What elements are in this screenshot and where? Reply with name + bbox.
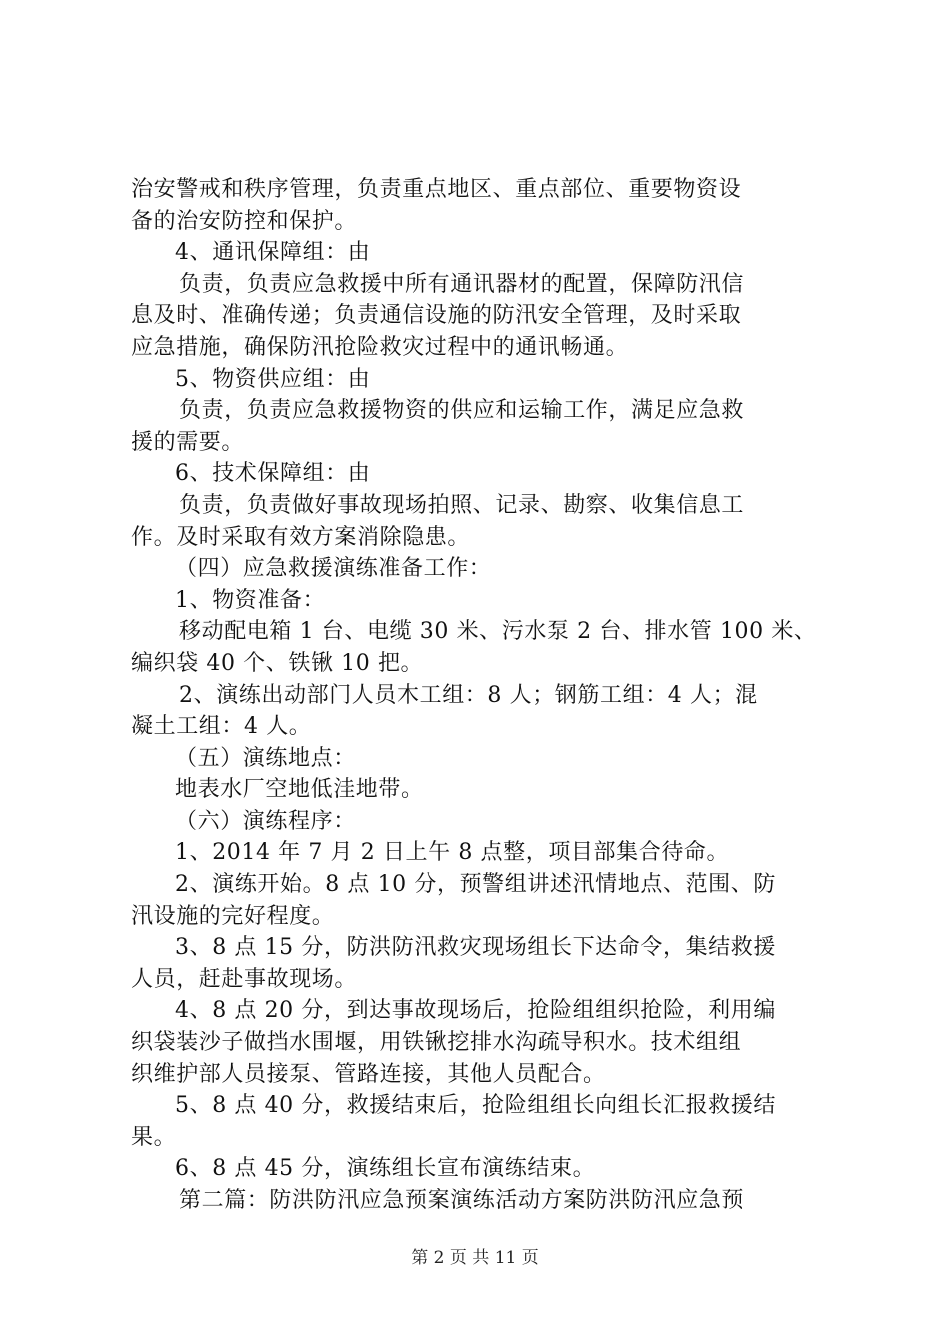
paragraph-line: （四）应急救援演练准备工作： [175,556,492,582]
paragraph-line: 果。 [131,1124,177,1150]
paragraph-line: 援的需要。 [131,429,245,455]
paragraph-line: 备的治安防控和保护。 [131,208,358,234]
paragraph-line: 编织袋 40 个、铁锹 10 把。 [131,650,424,676]
paragraph-line: （六）演练程序： [175,808,356,834]
paragraph-line: 织袋装沙子做挡水围堰，用铁锹挖排水沟疏导积水。技术组组 [131,1030,742,1056]
paragraph-line: 第二篇：防洪防汛应急预案演练活动方案防洪防汛应急预 [179,1188,745,1213]
paragraph-line: 6、技术保障组：由 [175,461,371,487]
paragraph-line: 1、2014 年 7 月 2 日上午 8 点整，项目部集合待命。 [175,840,730,866]
paragraph-line: 2、演练出动部门人员木工组：8 人；钢筋工组：4 人；混 [179,682,758,708]
paragraph-line: 汛设施的完好程度。 [131,903,335,929]
paragraph-line: 2、演练开始。8 点 10 分，预警组讲述汛情地点、范围、防 [175,872,776,898]
paragraph-line: 息及时、准确传递；负责通信设施的防汛安全管理，及时采取 [131,303,742,329]
paragraph-line: 应急措施，确保防汛抢险救灾过程中的通讯畅通。 [131,334,629,360]
paragraph-line: 人员，赶赴事故现场。 [131,966,358,992]
paragraph-line: 负责，负责做好事故现场拍照、记录、勘察、收集信息工 [179,492,745,518]
paragraph-line: 6、8 点 45 分，演练组长宣布演练结束。 [175,1156,596,1182]
paragraph-line: 4、8 点 20 分，到达事故现场后，抢险组组织抢险，利用编 [175,998,776,1024]
paragraph-line: 负责，负责应急救援中所有通讯器材的配置，保障防汛信 [179,271,745,297]
paragraph-line: 作。及时采取有效方案消除隐患。 [131,524,471,550]
paragraph-line: 3、8 点 15 分，防洪防汛救灾现场组长下达命令，集结救援 [175,935,776,961]
document-body [131,174,831,1217]
paragraph-line: 4、通讯保障组：由 [175,240,371,266]
paragraph-line: 凝土工组：4 人。 [131,714,312,740]
paragraph-line: 地表水厂空地低洼地带。 [175,777,424,803]
paragraph-line: 5、8 点 40 分，救援结束后，抢险组组长向组长汇报救援结 [175,1093,776,1119]
page-footer: 第 2 页 共 11 页 [411,1248,539,1268]
paragraph-line: 移动配电箱 1 台、电缆 30 米、污水泵 2 台、排水管 100 米、 [179,619,817,645]
paragraph-line: （五）演练地点： [175,745,356,771]
paragraph-line: 治安警戒和秩序管理，负责重点地区、重点部位、重要物资设 [131,177,742,202]
paragraph-line: 织维护部人员接泵、管路连接，其他人员配合。 [131,1061,606,1087]
paragraph-line: 1、物资准备： [175,587,326,613]
paragraph-line: 负责，负责应急救援物资的供应和运输工作，满足应急救 [179,398,745,424]
paragraph-line: 5、物资供应组：由 [175,366,371,392]
